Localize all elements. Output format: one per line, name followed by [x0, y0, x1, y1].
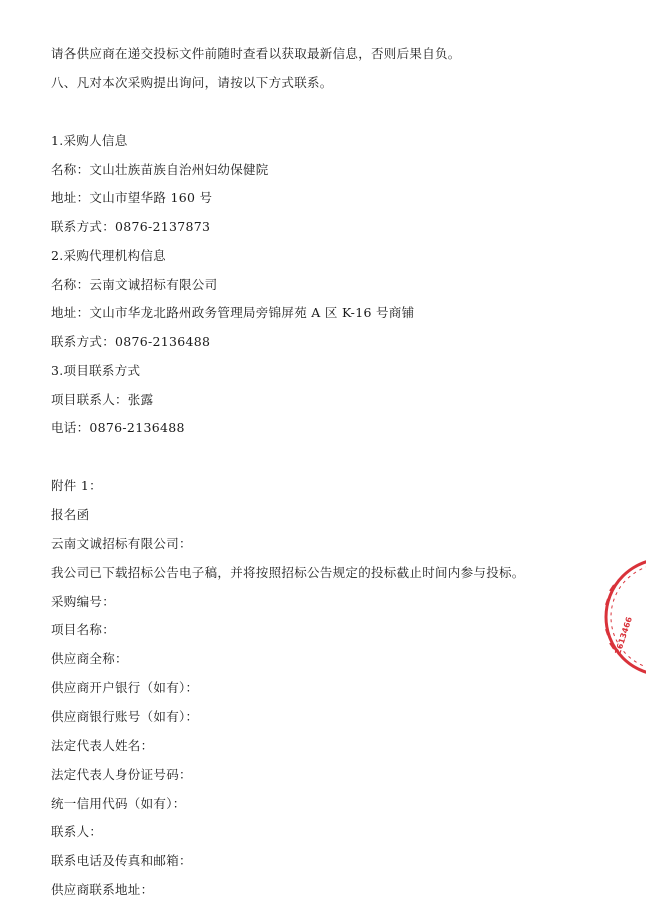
project-contact-phone: 电话：0876-2136488: [51, 420, 185, 435]
attachment-statement: 我公司已下载招标公告电子稿，并将按照招标公告规定的投标截止时间内参与投标。: [51, 565, 525, 580]
official-seal-stamp: [600, 555, 646, 680]
agency-name: 名称：云南文诚招标有限公司: [51, 277, 218, 292]
field-procurement-number: 采购编号：: [51, 594, 116, 609]
field-supplier-address: 供应商联系地址：: [51, 882, 154, 897]
field-supplier-account: 供应商银行账号（如有）：: [51, 709, 199, 724]
field-supplier-full-name: 供应商全称：: [51, 651, 128, 666]
attachment-title: 报名函: [51, 507, 90, 522]
agency-heading: 2.采购代理机构信息: [51, 248, 166, 263]
svg-text:2613466: 2613466: [613, 615, 634, 656]
field-legal-rep-name: 法定代表人姓名：: [51, 738, 154, 753]
purchaser-address: 地址：文山市望华路 160 号: [51, 190, 213, 205]
field-credit-code: 统一信用代码（如有）：: [51, 796, 186, 811]
notice-line-1: 请各供应商在递交投标文件前随时查看以获取最新信息，否则后果自负。: [51, 46, 461, 61]
project-contact-heading: 3.项目联系方式: [51, 363, 141, 378]
purchaser-contact: 联系方式：0876-2137873: [51, 219, 211, 234]
field-project-name: 项目名称：: [51, 622, 116, 637]
purchaser-heading: 1.采购人信息: [51, 133, 128, 148]
notice-line-2: 八、凡对本次采购提出询问，请按以下方式联系。: [51, 75, 333, 90]
field-contact-phone-fax-email: 联系电话及传真和邮箱：: [51, 853, 192, 868]
field-contact-person: 联系人：: [51, 824, 103, 839]
purchaser-name: 名称：文山壮族苗族自治州妇幼保健院: [51, 162, 269, 177]
attachment-label: 附件 1：: [51, 478, 102, 493]
attachment-addressee: 云南文诚招标有限公司：: [51, 536, 192, 551]
field-legal-rep-id: 法定代表人身份证号码：: [51, 767, 192, 782]
agency-address: 地址：文山市华龙北路州政务管理局旁锦屏苑 A 区 K-16 号商铺: [51, 305, 415, 320]
agency-contact: 联系方式：0876-2136488: [51, 334, 211, 349]
field-supplier-bank: 供应商开户银行（如有）：: [51, 680, 199, 695]
project-contact-person: 项目联系人：张露: [51, 392, 154, 407]
